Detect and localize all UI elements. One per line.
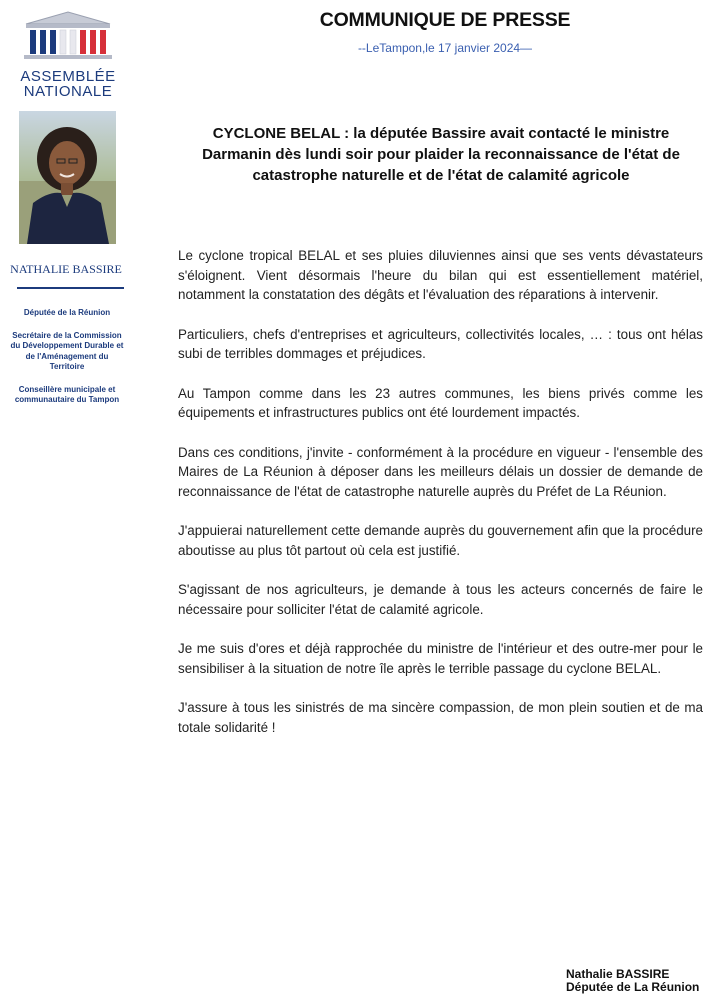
paragraph: Dans ces conditions, j'invite - conformément à la procédure en vigueur - l'ensemble des Maires de La Réunion à déposer dans les meilleurs délais un dossier de demande de reconnaissance de l'état de catastrophe naturelle auprès du Préfet de La Réunion. — [178, 444, 703, 499]
headline: CYCLONE BELAL : la députée Bassire avait contacté le ministre Darmanin dès lundi soir pour plaider la reconnaissance de l'état de catastrophe naturelle et de l'état de calamité agricole — [202, 125, 680, 184]
assemblee-building-icon — [20, 10, 116, 62]
paragraph: J'appuierai naturellement cette demande auprès du gouvernement afin que la procédure aboutisse au plus tôt partout où cela est justifié. — [178, 523, 703, 558]
paragraph: S'agissant de nos agriculteurs, je demande à tous les acteurs concernés de faire le nécessaire pour solliciter l'état de calamité agricole. — [178, 582, 703, 617]
press-date: --LeTampon,le 17 janvier 2024— — [357, 41, 533, 55]
paragraph: Au Tampon comme dans les 23 autres communes, les biens privés comme les équipements et infrastructures publics ont été lourdement impactés. — [178, 385, 703, 420]
signature-block — [566, 968, 699, 994]
deputy-name: NATHALIE BASSIRE — [10, 262, 122, 276]
paragraph: J'assure à tous les sinistrés de ma sincère compassion, de mon plein soutien et de ma totale solidarité ! — [178, 700, 703, 735]
role-deputy: Députée de la Réunion — [23, 308, 111, 317]
page-title: COMMUNIQUE DE PRESSE — [319, 9, 571, 31]
deputy-portrait — [19, 111, 116, 244]
paragraph: Le cyclone tropical BELAL et ses pluies diluviennes ainsi que ses vents dévastateurs s'éloignent. Vient désormais l'heure du bilan qui est essentiellement matériel, notamment la constatation des dégâts et l'évaluation des réparations à intervenir. — [178, 248, 703, 302]
signature-title: Députée de La Réunion — [566, 980, 700, 994]
paragraph: Je me suis d'ores et déjà rapprochée du ministre de l'intérieur et des outre-mer pour le sensibiliser à la situation de notre île après le terrible passage du cyclone BELAL. — [178, 641, 703, 676]
role-councillor: Conseillère municipale et communautaire du Tampon — [14, 384, 120, 404]
deputy-roles — [8, 308, 126, 418]
paragraph: Particuliers, chefs d'entreprises et agriculteurs, collectivités locales, … : tous ont hélas subi de terribles dommages et préjudices. — [178, 326, 703, 361]
role-commission: Secrétaire de la Commission du Développement Durable et de l'Aménagement du Territoire — [10, 330, 124, 371]
assemblee-nationale-logo — [18, 10, 118, 99]
logo-text — [18, 69, 118, 99]
logo-line-2: NATIONALE — [23, 83, 113, 100]
sidebar-divider — [17, 287, 124, 289]
logo-line-1: ASSEMBLÉE — [20, 68, 116, 85]
signature-name: Nathalie BASSIRE — [566, 967, 670, 981]
press-body — [178, 246, 703, 757]
